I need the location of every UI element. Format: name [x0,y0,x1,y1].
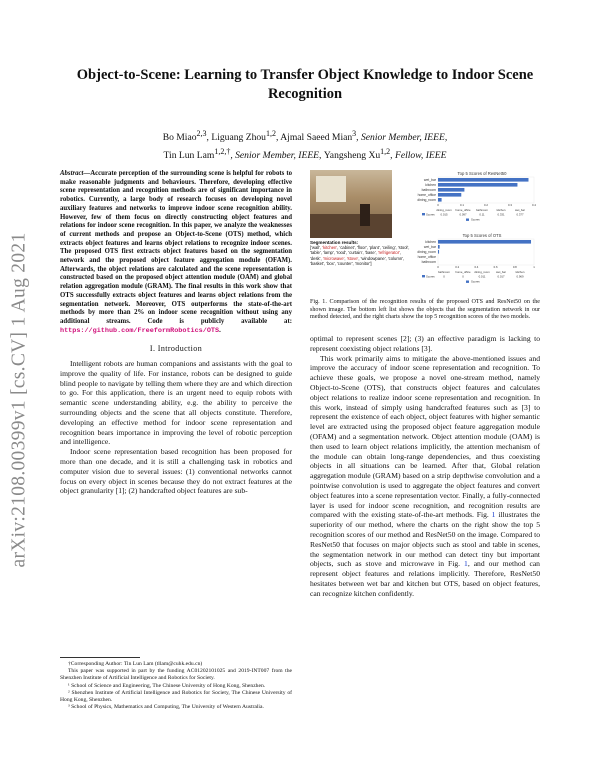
legend-swatch [466,219,469,221]
table-value: 0 [462,274,464,279]
tick-label: 0.4 [532,203,536,207]
table-header: bathroom [476,208,488,212]
table-header: dining_room [474,270,490,274]
table-header: kitchen [496,208,506,212]
bar [438,250,439,254]
code-link[interactable]: https://github.com/FreeformRobotics/OTS [60,326,220,335]
table-value: 0.969 [516,274,524,279]
tick-label: 1 [533,265,535,269]
legend-label: Scores [471,279,480,284]
legend-swatch [422,275,425,277]
tick-label: 0.1 [460,203,464,207]
footnote-affiliation-2: ² Shenzhen Institute of Artificial Intelligence and Robotics for Society, The Chinese University of Hong Kong, Shenzhen. [60,689,292,704]
table-row-label: Scores [426,212,435,217]
table-row-label: Scores [426,274,435,279]
legend-swatch [422,213,425,215]
figure-caption: Fig. 1. Comparison of the recognition results of the proposed OTS and ResNet50 on the shown image. The bottom left list shows the objects that the segmentation network in our method detected, and the right charts show the top 5 recognition scores of the two models. [310,299,540,321]
fig-ref-link[interactable]: 1 [491,510,496,520]
bar [438,178,528,182]
bar [438,188,464,192]
bar [438,193,461,197]
tick-label: 0.6 [493,265,498,269]
footnote-funding: This paper was supported in part by the funding AC01202101025 and 2019-INT007 from the Shenzhen Institute of Artificial Intelligence and Robotics for Society. [60,668,292,682]
table-value: 0.377 [516,212,524,217]
tick-label: 0 [437,265,439,269]
bar [438,240,531,244]
table-header: kitchen [515,270,525,274]
photo-window [316,176,346,202]
fig-ref-link[interactable]: 1 [464,559,468,569]
photo-counter [310,214,392,238]
author-line-2: Tin Lun Lam$^{1,2,\dagger}$, Senior Member, IEEE, Yangsheng Xu$^{1,2}$, Fellow, IEEE [163,146,447,161]
table-header: home_office [455,208,471,212]
left-column [60,170,292,496]
intro-paragraph-2: Indoor scene representation based recognition has been proposed for more than one decade, and it is still a challenging task in robotics and computer vision due to several issues: (1) conventional networks cannot focus on every object in scenes because they do not extract features at the object granularity [1]; (2) handcrafted object features are sub- [60,447,292,496]
paper-title: Object-to-Scene: Learning to Transfer Object Knowledge to Indoor Scene Recognition [76,67,534,102]
bar [438,198,442,202]
category-label: bathroom [421,260,436,264]
figure-1 [310,170,540,292]
category-label: kitchen [425,240,436,244]
right-paragraph-1: This work primarily aims to mitigate the above-mentioned issues and improve the accuracy of indoor scene representation and recognition. To achieve these goals, we propose a novel one-stream method, namely Object-to-Scene (OTS), that constructs object features and calculates object relations to realize indoor scene representation and recognition. In this work, instead of simply using handcrafted features such as [3] to represent the existence of each object, object features with higher semantic level are extracted using the proposed object feature aggregation module (OFAM) and a segmentation network. Object attention module (OAM) is then used to learn object relations implicitly, the attention mechanism of the module can obtain long-range dependencies, and thus coexisting objects in all situations can be learned. After that, Global relation aggregation module (GRAM) based on a strip depthwise convolution and a pointwise convolution is used to aggregate the object features and convert object features into a scene representation vector. Finally, a fully-connected layer is used for indoor scene recognition, and recognition results are compared with the existing state-of-the-art methods. Fig. 1 illustrates the superiority of our method, where the charts on the right show the top 5 recognition scores of our method and ResNet50 on the image. Compared to ResNet50 that focuses on major objects such as stool and table in scenes, the segmentation network in our method can detect tiny but important objects, such as stove and microwave in Fig. 1, and our method can represent object features and relations implicitly. Therefore, ResNet50 hesitates between wet bar and kitchen but OTS, based on object features, can recognize kitchen confidently. [310,353,541,598]
tick-label: 0.4 [474,265,479,269]
legend-swatch [466,281,469,283]
category-label: kitchen [425,183,436,187]
table-header: wet_bar [496,270,506,274]
legend-label: Scores [471,217,480,222]
tick-label: 0.2 [455,265,460,269]
category-label: home_office [417,193,436,197]
photo-stool [360,204,370,226]
table-value: 0.11 [479,212,485,217]
category-label: dining_room [417,198,436,202]
author-list [60,127,550,162]
footnotes [60,657,292,711]
tick-label: 0 [437,203,439,207]
table-value: 0 [443,274,445,279]
footnote-rule [60,657,140,658]
chart-title: Top 5 Scores of OTS [462,233,502,238]
author-line-1: Bo Miao$^{2,3}$, Liguang Zhou$^{1,2}$, Ajmal Saeed Mian$^3$, Senior Member, IEEE, [162,129,448,144]
table-value: 0.331 [497,212,505,217]
category-label: wet_bar [423,178,436,182]
table-value: 0.015 [440,212,448,217]
category-label: bathroom [421,188,436,192]
table-header: dining_room [436,208,452,212]
tick-label: 0.8 [512,265,517,269]
segmentation-results: Segmentation results: ['wall', 'kitchen', 'cabinet', 'floor', 'plant', 'ceiling', 'stool', 'table', 'lamp', 'rood', 'curtain', 'base', 'refrigerator', 'desk', 'microwave', 'stove', 'windowpane', 'column', 'basket', 'box', 'counter', 'monitor'] [310,240,410,266]
table-header: bathroom [438,270,450,274]
resnet50-chart [404,170,540,228]
arxiv-stamp: arXiv:2108.00399v1 [cs.CV] 1 Aug 2021 [8,232,29,568]
footnote-corresponding: †Corresponding Author: Tin Lun Lam (tllam@cuhk.edu.cn) [68,661,203,667]
abstract: Abstract—Accurate perception of the surrounding scene is helpful for robots to make reasonable judgments and behaviours. Therefore, developing effective scene representation and recognition methods are of significant importance in robotics. Currently, a large body of research focuses on developing novel auxiliary features and networks to improve indoor scene recognition ability. However, few of them focus on directly constructing object features and relations for indoor scene recognition. In this paper, we analyze the weaknesses of current methods and propose an Object-to-Scene (OTS) method, which extracts object features and learns object relations to recognize indoor scenes. The proposed OTS first extracts object features based on the segmentation network and the proposed object feature aggregation module (OFAM). Afterwards, the object relations are calculated and the scene representation is constructed based on the proposed object attention module (OAM) and global relation aggregation module (GRAM). The final results in this work show that OTS successfully extracts object features and learns object relations from the segmentation network. Moreover, OTS outperforms the state-of-the-art methods by more than 2% on indoor scene recognition without using any additional streams. Code is publicly available at: https://github.com/FreeformRobotics/OTS. [60,170,292,335]
ots-chart [404,232,540,292]
bar [438,245,440,249]
table-header: home_office [455,270,471,274]
table-value: 0.097 [459,212,467,217]
segmentation-list: ['wall', 'kitchen', 'cabinet', 'floor', 'plant', 'ceiling', 'stool', 'table', 'lamp', 'rood', 'curtain', 'base', 'refrigerator', 'desk', 'microwave', 'stove', 'windowpane', 'column', 'basket', 'box', 'counter', 'monitor'] [310,245,410,266]
footnote-affiliation-3: ³ School of Physics, Mathematics and Computing, The University of Western Australia. [68,704,264,711]
intro-paragraph-1: Intelligent robots are human companions and assistants with the goal to improve the quality of life. For instance, robots can be designed to guide blind people to navigate by telling them where they are and which direction to go. For this application, there is an urgent need to equip robots with semantic scene understanding ability, e.g. the ability to perceive the surrounding objects and the scene that all objects constitute. Therefore, developing an effective method for indoor scene representation and recognition bears importance in improving the level of robotic perception and intelligence. [60,358,292,447]
category-label: dining_room [417,250,436,254]
table-header: wet_bar [515,208,525,212]
score-charts [404,170,540,292]
kitchen-photo [310,170,392,238]
category-label: wet_bar [423,245,436,249]
footnote-affiliation-1: ¹ School of Science and Engineering, The Chinese University of Hong Kong, Shenzhen. [68,682,266,689]
category-label: home_office [417,255,436,259]
table-value: 0.017 [497,274,505,279]
tick-label: 0.2 [484,203,488,207]
section-heading: I. Introduction [149,344,203,354]
right-column [310,334,540,599]
right-paragraph-0: optimal to represent scenes [2]; (3) an effective paradigm is lacking to represent coexisting object relations [3]. [310,334,540,353]
tick-label: 0.3 [508,203,512,207]
table-value: 0.011 [478,274,486,279]
chart-title: Top 5 Scores of ResNet50 [457,171,507,176]
bar [438,183,517,187]
